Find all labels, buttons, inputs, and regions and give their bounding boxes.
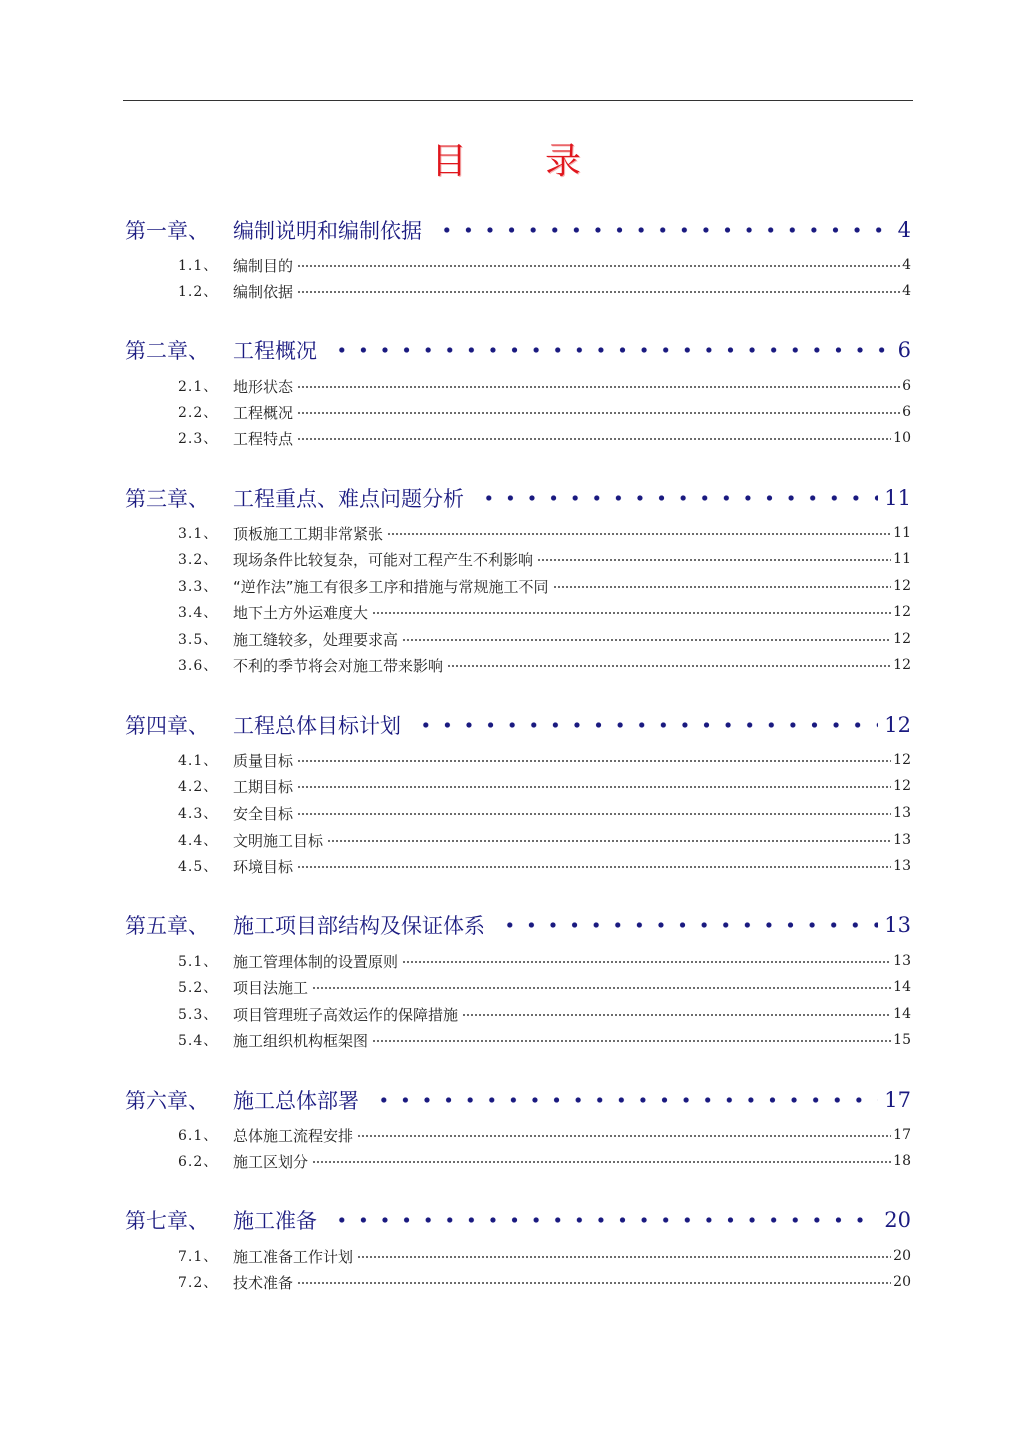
section-title: 现场条件比较复杂，可能对工程产生不利影响 bbox=[233, 550, 534, 569]
dot-leader bbox=[297, 290, 900, 294]
section-number: 3.4、 bbox=[178, 605, 219, 621]
toc-section-1-2[interactable] bbox=[178, 280, 911, 302]
chapter-page: 12 bbox=[884, 713, 911, 737]
section-page: 17 bbox=[893, 1127, 911, 1143]
toc-section-5-2[interactable] bbox=[178, 976, 911, 998]
section-title: 地下土方外运难度大 bbox=[233, 603, 369, 622]
toc-section-2-2[interactable] bbox=[178, 401, 911, 423]
dot-leader bbox=[537, 558, 891, 562]
section-title: 施工管理体制的设置原则 bbox=[233, 952, 399, 971]
section-number: 2.3、 bbox=[178, 431, 219, 447]
dot-leader bbox=[372, 611, 891, 615]
toc-chapter-3[interactable] bbox=[125, 481, 911, 515]
dot-leader bbox=[331, 1216, 878, 1224]
section-title: 项目管理班子高效运作的保障措施 bbox=[233, 1005, 459, 1024]
dot-leader bbox=[357, 1255, 891, 1259]
section-page: 12 bbox=[893, 631, 911, 647]
section-page: 13 bbox=[893, 858, 911, 874]
dot-leader bbox=[312, 986, 891, 990]
dot-leader bbox=[357, 1134, 891, 1138]
toc-section-3-6[interactable] bbox=[178, 654, 911, 676]
dot-leader bbox=[402, 638, 891, 642]
section-number: 5.2、 bbox=[178, 980, 219, 996]
dot-leader bbox=[447, 664, 891, 668]
section-page: 20 bbox=[893, 1274, 911, 1290]
section-page: 10 bbox=[893, 430, 911, 446]
section-title: 编制依据 bbox=[233, 282, 294, 301]
chapter-number: 第五章、 bbox=[125, 914, 209, 938]
section-title: 安全目标 bbox=[233, 804, 294, 823]
toc-section-3-5[interactable] bbox=[178, 628, 911, 650]
dot-leader bbox=[297, 411, 900, 415]
toc-section-3-1[interactable] bbox=[178, 522, 911, 544]
toc-section-5-1[interactable] bbox=[178, 950, 911, 972]
section-number: 4.1、 bbox=[178, 753, 219, 769]
section-number: 3.3、 bbox=[178, 579, 219, 595]
toc-chapter-7[interactable] bbox=[125, 1203, 911, 1237]
section-page: 4 bbox=[902, 283, 911, 299]
section-page: 6 bbox=[902, 378, 911, 394]
toc-section-4-5[interactable] bbox=[178, 855, 911, 877]
toc-section-6-2[interactable] bbox=[178, 1150, 911, 1172]
section-page: 15 bbox=[893, 1032, 911, 1048]
chapter-title: 施工总体部署 bbox=[233, 1089, 359, 1113]
section-page: 18 bbox=[893, 1153, 911, 1169]
dot-leader bbox=[478, 494, 878, 502]
chapter-page: 6 bbox=[897, 338, 911, 362]
toc-chapter-4[interactable] bbox=[125, 708, 911, 742]
toc-section-5-4[interactable] bbox=[178, 1029, 911, 1051]
section-number: 3.2、 bbox=[178, 552, 219, 568]
toc-title-char-2: 录 bbox=[545, 141, 582, 182]
section-title: 施工缝较多，处理要求高 bbox=[233, 630, 399, 649]
section-page: 12 bbox=[893, 578, 911, 594]
toc-section-1-1[interactable] bbox=[178, 254, 911, 276]
section-number: 2.1、 bbox=[178, 379, 219, 395]
section-page: 6 bbox=[902, 404, 911, 420]
dot-leader bbox=[402, 960, 891, 964]
section-title: 顶板施工工期非常紧张 bbox=[233, 524, 384, 543]
toc-section-4-3[interactable] bbox=[178, 802, 911, 824]
section-number: 7.2、 bbox=[178, 1275, 219, 1291]
section-title: 工程特点 bbox=[233, 429, 294, 448]
section-page: 11 bbox=[893, 525, 911, 541]
dot-leader bbox=[297, 759, 891, 763]
toc-chapter-2[interactable] bbox=[125, 333, 911, 367]
dot-leader bbox=[297, 264, 900, 268]
section-number: 5.3、 bbox=[178, 1007, 219, 1023]
section-page: 14 bbox=[893, 979, 911, 995]
toc-chapter-1[interactable] bbox=[125, 213, 911, 247]
chapter-title: 工程总体目标计划 bbox=[233, 714, 401, 738]
section-number: 3.5、 bbox=[178, 632, 219, 648]
dot-leader bbox=[297, 785, 891, 789]
chapter-page: 13 bbox=[884, 913, 911, 937]
section-number: 1.1、 bbox=[178, 258, 219, 274]
dot-leader bbox=[415, 721, 878, 729]
section-title: “逆作法”施工有很多工序和措施与常规施工不同 bbox=[233, 577, 549, 596]
chapter-title: 施工准备 bbox=[233, 1209, 317, 1233]
toc-title bbox=[0, 133, 1012, 184]
section-number: 2.2、 bbox=[178, 405, 219, 421]
dot-leader bbox=[553, 585, 892, 589]
dot-leader bbox=[327, 839, 891, 843]
section-title: 施工准备工作计划 bbox=[233, 1247, 354, 1266]
section-title: 环境目标 bbox=[233, 857, 294, 876]
toc-section-7-1[interactable] bbox=[178, 1245, 911, 1267]
chapter-title: 工程概况 bbox=[233, 339, 317, 363]
section-page: 13 bbox=[893, 832, 911, 848]
dot-leader bbox=[387, 532, 891, 536]
section-number: 4.3、 bbox=[178, 806, 219, 822]
section-number: 6.1、 bbox=[178, 1128, 219, 1144]
section-number: 4.4、 bbox=[178, 833, 219, 849]
dot-leader bbox=[373, 1096, 878, 1104]
dot-leader bbox=[462, 1013, 891, 1017]
chapter-number: 第二章、 bbox=[125, 339, 209, 363]
section-title: 编制目的 bbox=[233, 256, 294, 275]
dot-leader bbox=[297, 437, 891, 441]
section-title: 施工组织机构框架图 bbox=[233, 1031, 369, 1050]
section-title: 技术准备 bbox=[233, 1273, 294, 1292]
chapter-number: 第七章、 bbox=[125, 1209, 209, 1233]
section-number: 4.5、 bbox=[178, 859, 219, 875]
section-page: 12 bbox=[893, 657, 911, 673]
section-page: 20 bbox=[893, 1248, 911, 1264]
dot-leader bbox=[436, 226, 887, 234]
dot-leader bbox=[372, 1039, 891, 1043]
section-page: 12 bbox=[893, 778, 911, 794]
section-title: 工程概况 bbox=[233, 403, 294, 422]
dot-leader bbox=[297, 812, 891, 816]
chapter-page: 17 bbox=[884, 1088, 911, 1112]
section-number: 7.1、 bbox=[178, 1249, 219, 1265]
header-rule bbox=[123, 100, 913, 101]
toc-chapter-6[interactable] bbox=[125, 1083, 911, 1117]
section-title: 工期目标 bbox=[233, 777, 294, 796]
section-title: 项目法施工 bbox=[233, 978, 309, 997]
section-page: 13 bbox=[893, 953, 911, 969]
toc-section-6-1[interactable] bbox=[178, 1124, 911, 1146]
section-page: 4 bbox=[902, 257, 911, 273]
chapter-title: 编制说明和编制依据 bbox=[233, 219, 422, 243]
chapter-page: 11 bbox=[884, 486, 911, 510]
toc-section-3-2[interactable] bbox=[178, 548, 911, 570]
toc-section-5-3[interactable] bbox=[178, 1003, 911, 1025]
chapter-title: 施工项目部结构及保证体系 bbox=[233, 914, 485, 938]
section-number: 3.6、 bbox=[178, 658, 219, 674]
chapter-page: 20 bbox=[884, 1208, 911, 1232]
chapter-title: 工程重点、难点问题分析 bbox=[233, 487, 464, 511]
dot-leader bbox=[297, 385, 900, 389]
section-page: 12 bbox=[893, 752, 911, 768]
toc-section-4-4[interactable] bbox=[178, 829, 911, 851]
toc-section-2-1[interactable] bbox=[178, 375, 911, 397]
section-page: 11 bbox=[893, 551, 911, 567]
toc-section-4-1[interactable] bbox=[178, 749, 911, 771]
section-title: 质量目标 bbox=[233, 751, 294, 770]
toc-section-7-2[interactable] bbox=[178, 1271, 911, 1293]
toc-section-2-3[interactable] bbox=[178, 427, 911, 449]
section-page: 13 bbox=[893, 805, 911, 821]
chapter-number: 第一章、 bbox=[125, 219, 209, 243]
toc-section-4-2[interactable] bbox=[178, 775, 911, 797]
toc-chapter-5[interactable] bbox=[125, 908, 911, 942]
chapter-number: 第六章、 bbox=[125, 1089, 209, 1113]
chapter-number: 第三章、 bbox=[125, 487, 209, 511]
dot-leader bbox=[331, 346, 887, 354]
section-number: 1.2、 bbox=[178, 284, 219, 300]
section-title: 总体施工流程安排 bbox=[233, 1126, 354, 1145]
section-number: 3.1、 bbox=[178, 526, 219, 542]
toc-section-3-4[interactable] bbox=[178, 601, 911, 623]
section-title: 不利的季节将会对施工带来影响 bbox=[233, 656, 444, 675]
section-title: 地形状态 bbox=[233, 377, 294, 396]
dot-leader bbox=[312, 1160, 891, 1164]
section-title: 文明施工目标 bbox=[233, 831, 324, 850]
dot-leader bbox=[499, 921, 878, 929]
section-number: 6.2、 bbox=[178, 1154, 219, 1170]
section-page: 12 bbox=[893, 604, 911, 620]
section-number: 4.2、 bbox=[178, 779, 219, 795]
toc-title-char-1: 目 bbox=[430, 141, 467, 182]
dot-leader bbox=[297, 1281, 891, 1285]
section-number: 5.1、 bbox=[178, 954, 219, 970]
section-title: 施工区划分 bbox=[233, 1152, 309, 1171]
chapter-number: 第四章、 bbox=[125, 714, 209, 738]
toc-section-3-3[interactable] bbox=[178, 575, 911, 597]
chapter-page: 4 bbox=[897, 218, 911, 242]
section-page: 14 bbox=[893, 1006, 911, 1022]
section-number: 5.4、 bbox=[178, 1033, 219, 1049]
dot-leader bbox=[297, 865, 891, 869]
